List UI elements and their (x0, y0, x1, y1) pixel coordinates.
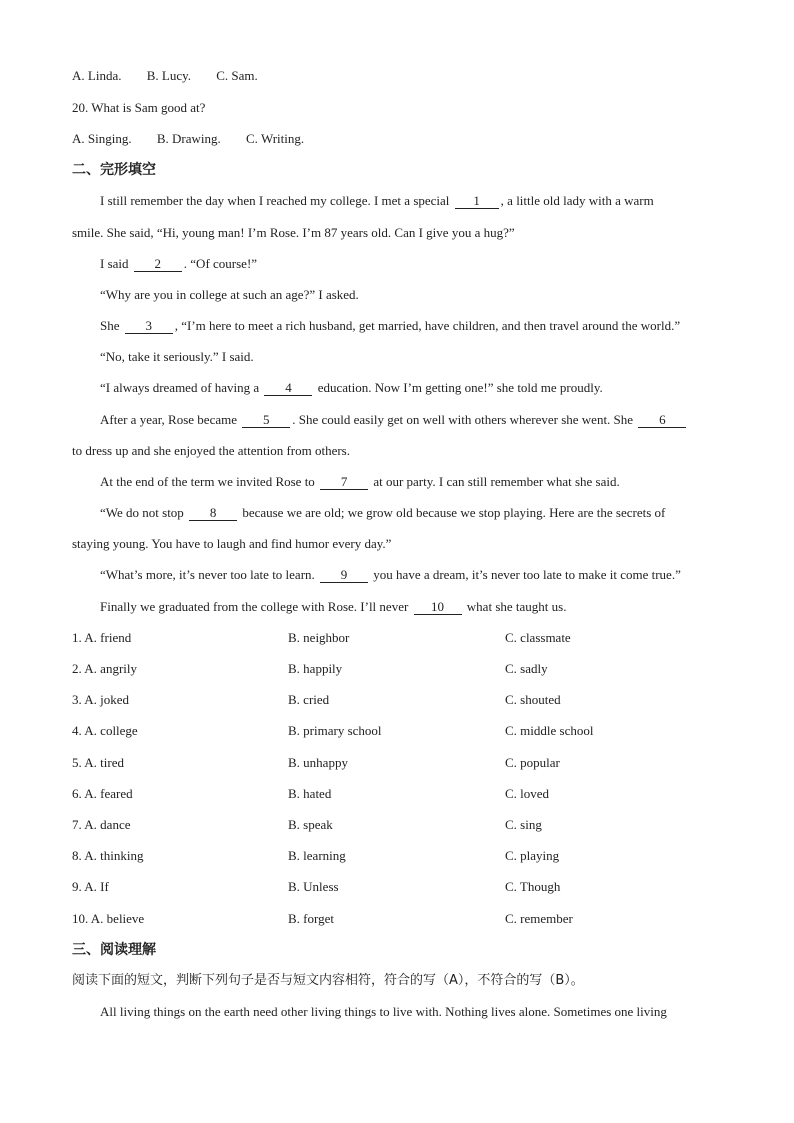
option-row-7 (72, 817, 732, 833)
section3-title: 三、阅读理解 (72, 942, 156, 958)
option-row-5 (72, 755, 732, 771)
option-row-9 (72, 879, 732, 895)
passage-text: what she taught us. (466, 599, 567, 614)
q19-options (72, 68, 280, 84)
passage-text: At the end of the term we invited Rose to (100, 474, 315, 489)
q20-question: 20. What is Sam good at? (72, 100, 206, 115)
option-9-a[interactable]: 9. A. If (72, 879, 109, 894)
option-row-6 (72, 786, 732, 802)
passage-text: I said (100, 256, 129, 271)
option-row-2 (72, 661, 732, 677)
option-row-1 (72, 630, 732, 646)
option-3-b[interactable]: B. cried (288, 692, 330, 707)
passage-line-3 (100, 256, 257, 272)
blank-4[interactable]: 4 (264, 381, 312, 396)
q19-option-c[interactable]: C. Sam. (216, 68, 258, 83)
passage-text: “We do not stop (100, 505, 184, 520)
option-2-b[interactable]: B. happily (288, 661, 343, 676)
option-5-c[interactable]: C. popular (505, 755, 560, 770)
passage-line-9: to dress up and she enjoyed the attention from others. (72, 443, 350, 458)
passage-text: “I always dreamed of having a (100, 380, 260, 395)
blank-10[interactable]: 10 (414, 600, 462, 615)
passage-text: education. Now I’m getting one!” she told me proudly. (317, 380, 603, 395)
q20-option-b[interactable]: B. Drawing. (156, 131, 221, 146)
reading-passage-line-1: All living things on the earth need other living things to live with. Nothing lives alone. Sometimes one living (100, 1004, 667, 1019)
option-row-4 (72, 723, 732, 739)
option-2-a[interactable]: 2. A. angrily (72, 661, 137, 676)
option-7-c[interactable]: C. sing (505, 817, 542, 832)
section3-instruction: 阅读下面的短文，判断下列句子是否与短文内容相符，符合的写（A），不符合的写（B）。 (72, 973, 584, 988)
blank-1[interactable]: 1 (455, 194, 499, 209)
passage-text: , a little old lady with a warm (500, 193, 654, 208)
blank-6[interactable]: 6 (638, 413, 686, 428)
option-7-a[interactable]: 7. A. dance (72, 817, 131, 832)
blank-3[interactable]: 3 (125, 319, 173, 334)
passage-text: , “I’m here to meet a rich husband, get married, have children, and then travel around the world.” (174, 318, 681, 333)
passage-text: I still remember the day when I reached my college. I met a special (100, 193, 450, 208)
passage-text: . “Of course!” (183, 256, 258, 271)
option-row-8 (72, 848, 732, 864)
option-10-b[interactable]: B. forget (288, 911, 334, 926)
blank-9[interactable]: 9 (320, 568, 368, 583)
passage-line-2: smile. She said, “Hi, young man! I’m Rose. I’m 87 years old. Can I give you a hug?” (72, 225, 515, 240)
passage-text: you have a dream, it’s never too late to make it come true.” (373, 567, 681, 582)
passage-line-7 (100, 380, 603, 396)
passage-line-10 (100, 474, 620, 490)
section2-title: 二、完形填空 (72, 162, 156, 178)
option-6-b[interactable]: B. hated (288, 786, 332, 801)
passage-text: because we are old; we grow old because we stop playing. Here are the secrets of (242, 505, 666, 520)
blank-7[interactable]: 7 (320, 475, 368, 490)
option-9-c[interactable]: C. Though (505, 879, 561, 894)
passage-line-5 (100, 318, 680, 334)
option-2-c[interactable]: C. sadly (505, 661, 548, 676)
q19-option-a[interactable]: A. Linda. (72, 68, 122, 83)
option-8-b[interactable]: B. learning (288, 848, 346, 863)
option-7-b[interactable]: B. speak (288, 817, 333, 832)
option-6-a[interactable]: 6. A. feared (72, 786, 133, 801)
passage-line-4: “Why are you in college at such an age?” I asked. (100, 287, 359, 302)
passage-text: . She could easily get on well with others wherever she went. She (292, 412, 634, 427)
passage-text: at our party. I can still remember what she said. (373, 474, 620, 489)
passage-line-14 (100, 599, 566, 615)
option-8-a[interactable]: 8. A. thinking (72, 848, 144, 863)
option-4-b[interactable]: B. primary school (288, 723, 382, 738)
passage-line-8 (100, 412, 688, 428)
passage-line-13 (100, 567, 681, 583)
passage-line-1 (100, 193, 654, 209)
blank-8[interactable]: 8 (189, 506, 237, 521)
passage-line-11 (100, 505, 665, 521)
passage-line-6: “No, take it seriously.” I said. (100, 349, 254, 364)
passage-text: Finally we graduated from the college with Rose. I’ll never (100, 599, 409, 614)
option-10-a[interactable]: 10. A. believe (72, 911, 145, 926)
option-row-10 (72, 911, 732, 927)
option-5-a[interactable]: 5. A. tired (72, 755, 124, 770)
passage-text: After a year, Rose became (100, 412, 237, 427)
option-4-a[interactable]: 4. A. college (72, 723, 138, 738)
q20-options (72, 131, 326, 147)
option-row-3 (72, 692, 732, 708)
blank-2[interactable]: 2 (134, 257, 182, 272)
option-6-c[interactable]: C. loved (505, 786, 550, 801)
option-3-a[interactable]: 3. A. joked (72, 692, 130, 707)
passage-text: “What’s more, it’s never too late to learn. (100, 567, 315, 582)
q20-option-c[interactable]: C. Writing. (246, 131, 305, 146)
option-4-c[interactable]: C. middle school (505, 723, 594, 738)
option-1-a[interactable]: 1. A. friend (72, 630, 132, 645)
option-1-c[interactable]: C. classmate (505, 630, 571, 645)
passage-text: She (100, 318, 120, 333)
option-5-b[interactable]: B. unhappy (288, 755, 348, 770)
option-8-c[interactable]: C. playing (505, 848, 560, 863)
q19-option-b[interactable]: B. Lucy. (146, 68, 192, 83)
blank-5[interactable]: 5 (242, 413, 290, 428)
option-10-c[interactable]: C. remember (505, 911, 573, 926)
option-3-c[interactable]: C. shouted (505, 692, 561, 707)
option-9-b[interactable]: B. Unless (288, 879, 339, 894)
passage-line-12: staying young. You have to laugh and find humor every day.” (72, 536, 392, 551)
option-1-b[interactable]: B. neighbor (288, 630, 350, 645)
q20-option-a[interactable]: A. Singing. (72, 131, 132, 146)
